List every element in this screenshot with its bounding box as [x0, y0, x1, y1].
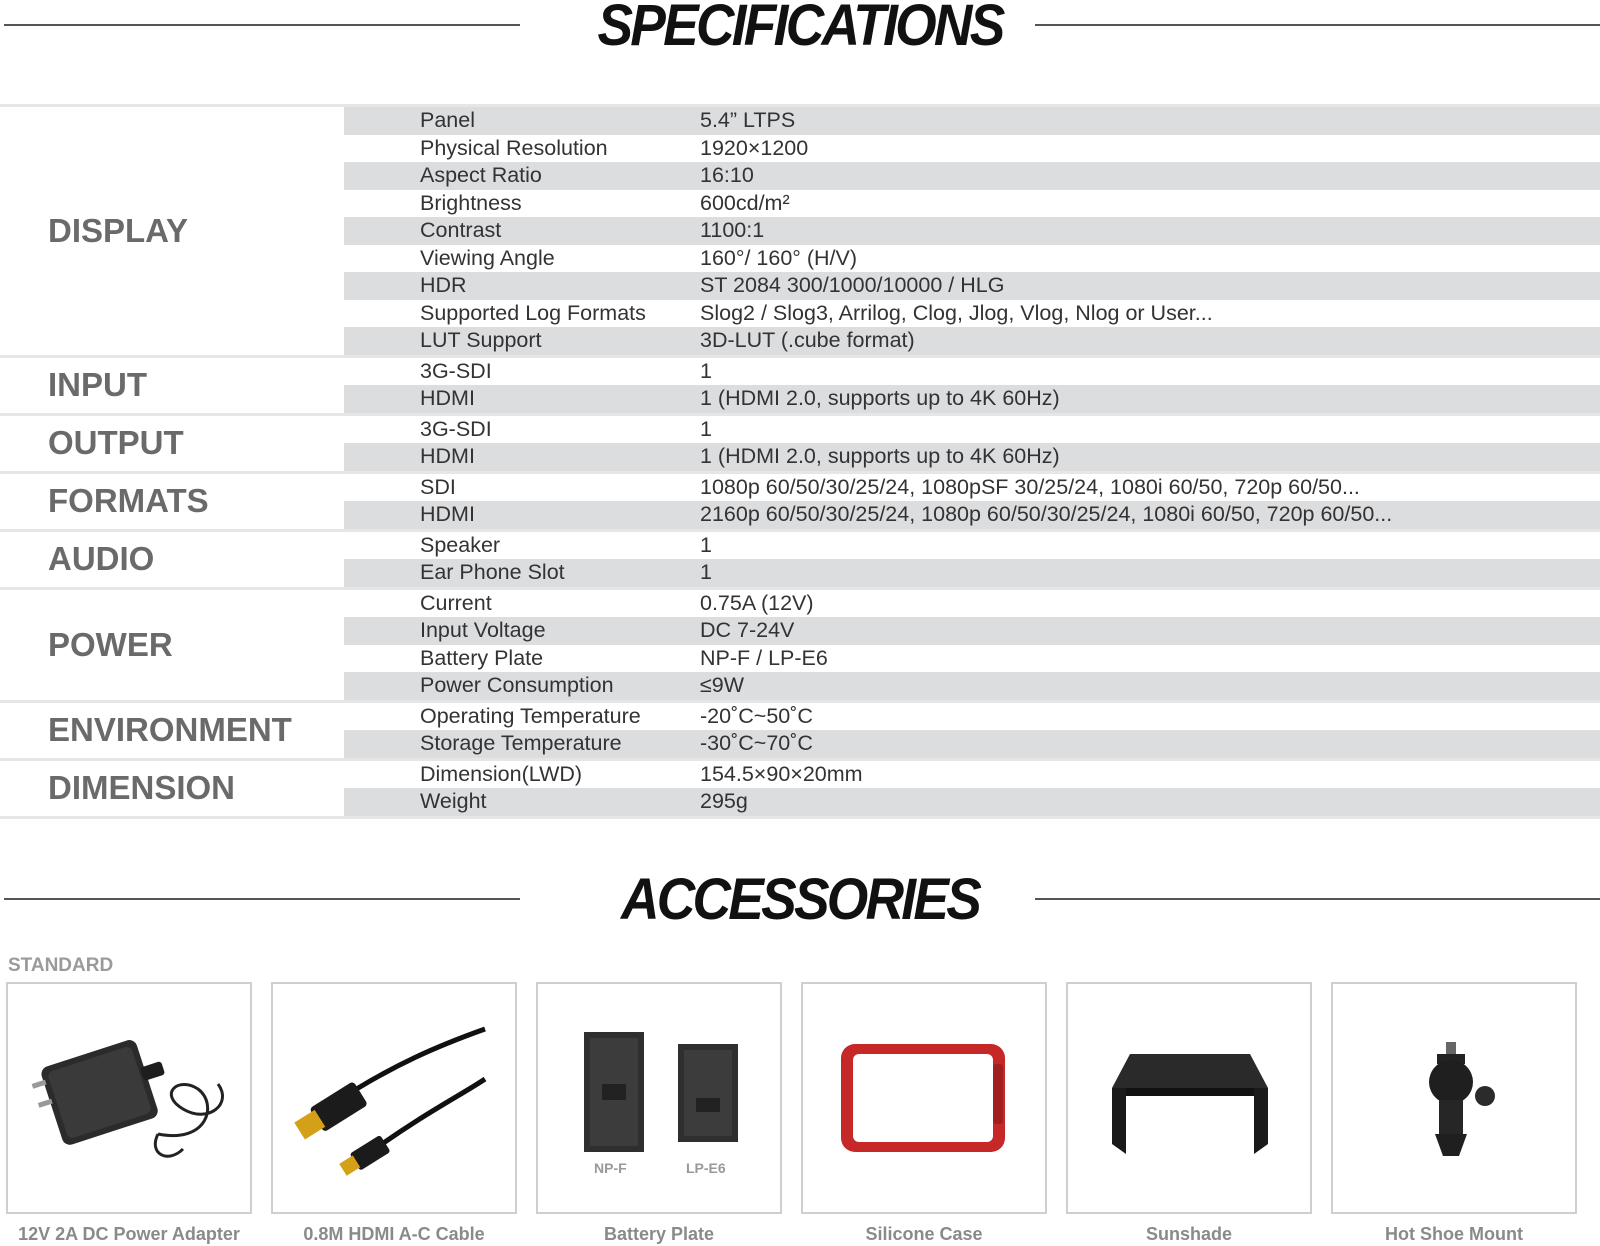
specifications-title: SPECIFICATIONS: [597, 0, 1003, 58]
spec-key: Current: [420, 590, 492, 615]
spec-row: [344, 617, 1600, 645]
spec-group: [0, 587, 1600, 700]
spec-row: [344, 217, 1600, 245]
spec-rows: [344, 761, 1600, 816]
spec-key: HDMI: [420, 386, 475, 411]
spec-value: 295g: [700, 789, 748, 814]
spec-key: Speaker: [420, 532, 501, 557]
spec-row: [344, 327, 1600, 355]
spec-key: HDMI: [420, 502, 475, 527]
spec-value: 5.4” LTPS: [700, 108, 796, 133]
spec-row: [344, 135, 1600, 163]
specifications-header: [0, 0, 1600, 56]
accessory-label: Sunshade: [1145, 1224, 1233, 1244]
spec-value: 1080p 60/50/30/25/24, 1080pSF 30/25/24, 1080i 60/50, 720p 60/50...: [700, 474, 1360, 499]
spec-row: [344, 272, 1600, 300]
accessory-tile-power-adapter: [6, 982, 252, 1214]
spec-row: [344, 788, 1600, 816]
spec-row: [344, 672, 1600, 700]
spec-key: Battery Plate: [420, 645, 544, 670]
accessory-tile-battery-plate: [536, 982, 782, 1214]
spec-group: [0, 758, 1600, 819]
spec-row: [344, 590, 1600, 618]
spec-rows: [344, 703, 1600, 758]
spec-key: Power Consumption: [420, 673, 614, 698]
spec-key: Weight: [420, 789, 487, 814]
spec-row: [344, 761, 1600, 789]
spec-row: [344, 245, 1600, 273]
spec-key: 3G-SDI: [420, 358, 492, 383]
spec-group-label: AUDIO: [48, 540, 155, 577]
accessory-tile-sunshade: [1066, 982, 1312, 1214]
spec-value: DC 7-24V: [700, 618, 795, 643]
spec-row: [344, 358, 1600, 386]
battery-plate-icon: [538, 984, 780, 1212]
spec-group-label: DIMENSION: [48, 769, 236, 806]
spec-value: 1: [700, 358, 712, 383]
accessory-label: 0.8M HDMI A-C Cable: [303, 1224, 485, 1244]
spec-value: 1920×1200: [700, 135, 809, 160]
spec-rows: [344, 532, 1600, 587]
spec-value: -20˚C~50˚C: [700, 703, 813, 728]
battery-plate-tag-lpe6: LP-E6: [686, 1160, 726, 1176]
spec-group: [0, 413, 1600, 471]
spec-rows: [344, 358, 1600, 413]
power-adapter-icon: [8, 984, 250, 1212]
spec-value: 3D-LUT (.cube format): [700, 328, 915, 353]
spec-row: [344, 474, 1600, 502]
accessory-label: Hot Shoe Mount: [1385, 1224, 1523, 1244]
accessory-tile-hdmi-cable: [271, 982, 517, 1214]
accessory-tile-hot-shoe-mount: [1331, 982, 1577, 1214]
spec-key: Aspect Ratio: [420, 163, 542, 188]
spec-rows: [344, 416, 1600, 471]
spec-value: 600cd/m²: [700, 190, 790, 215]
spec-row: [344, 559, 1600, 587]
spec-table: [0, 104, 1600, 819]
spec-row: [344, 416, 1600, 444]
spec-row: [344, 501, 1600, 529]
spec-group-label: POWER: [48, 625, 173, 663]
spec-key: Ear Phone Slot: [420, 560, 565, 585]
spec-key: Input Voltage: [420, 618, 546, 643]
spec-group-label: OUTPUT: [48, 424, 184, 461]
spec-row: [344, 730, 1600, 758]
silicone-case-icon: [803, 984, 1045, 1212]
spec-value: 1 (HDMI 2.0, supports up to 4K 60Hz): [700, 444, 1060, 469]
accessory-tile-silicone-case: [801, 982, 1047, 1214]
spec-row: [344, 532, 1600, 560]
spec-row: [344, 645, 1600, 673]
spec-key: Physical Resolution: [420, 135, 608, 160]
spec-value: -30˚C~70˚C: [700, 731, 813, 756]
accessory-label: 12V 2A DC Power Adapter: [18, 1224, 240, 1244]
spec-key: SDI: [420, 474, 456, 499]
spec-rows: [344, 107, 1600, 355]
spec-key: Operating Temperature: [420, 703, 641, 728]
sunshade-icon: [1068, 984, 1310, 1212]
spec-group: [0, 529, 1600, 587]
spec-value: 1 (HDMI 2.0, supports up to 4K 60Hz): [700, 386, 1060, 411]
spec-group-label: ENVIRONMENT: [48, 711, 292, 748]
accessories-header: [0, 867, 1600, 932]
spec-value: ST 2084 300/1000/10000 / HLG: [700, 273, 1005, 298]
spec-group-label: INPUT: [48, 366, 147, 403]
hdmi-cable-icon: [273, 984, 515, 1212]
spec-group: [0, 700, 1600, 758]
spec-key: HDR: [420, 273, 467, 298]
spec-value: 154.5×90×20mm: [700, 761, 863, 786]
spec-key: Viewing Angle: [420, 245, 555, 270]
spec-row: [344, 385, 1600, 413]
spec-group: [0, 471, 1600, 529]
spec-key: Panel: [420, 108, 475, 133]
hot-shoe-mount-icon: [1333, 984, 1575, 1212]
spec-value: 2160p 60/50/30/25/24, 1080p 60/50/30/25/24, 1080i 60/50, 720p 60/50...: [700, 502, 1393, 527]
spec-value: 1: [700, 560, 712, 585]
spec-row: [344, 107, 1600, 135]
spec-key: LUT Support: [420, 328, 542, 353]
accessory-label: Silicone Case: [865, 1224, 983, 1244]
spec-value: 1100:1: [700, 218, 765, 243]
spec-key: Brightness: [420, 190, 522, 215]
spec-key: Contrast: [420, 218, 502, 243]
spec-value: 1: [700, 532, 712, 557]
spec-group-label: FORMATS: [48, 482, 209, 519]
spec-value: 160°/ 160° (H/V): [700, 245, 858, 270]
spec-group: [0, 104, 1600, 355]
spec-value: 1: [700, 416, 712, 441]
spec-value: 0.75A (12V): [700, 590, 814, 615]
spec-group: [0, 355, 1600, 413]
spec-key: HDMI: [420, 444, 475, 469]
spec-row: [344, 162, 1600, 190]
spec-key: Dimension(LWD): [420, 761, 583, 786]
accessory-label: Battery Plate: [603, 1224, 715, 1244]
spec-value: Slog2 / Slog3, Arrilog, Clog, Jlog, Vlog, Nlog or User...: [700, 300, 1213, 325]
spec-value: ≤9W: [700, 673, 745, 698]
accessories-title: ACCESSORIES: [620, 867, 980, 932]
spec-rows: [344, 474, 1600, 529]
spec-rows: [344, 590, 1600, 700]
standard-label: STANDARD: [8, 955, 114, 976]
spec-row: [344, 443, 1600, 471]
spec-row: [344, 703, 1600, 731]
spec-value: 16:10: [700, 163, 754, 188]
spec-key: 3G-SDI: [420, 416, 492, 441]
spec-row: [344, 300, 1600, 328]
spec-row: [344, 190, 1600, 218]
battery-plate-tag-npf: NP-F: [594, 1160, 627, 1176]
spec-key: Supported Log Formats: [420, 300, 646, 325]
spec-key: Storage Temperature: [420, 731, 622, 756]
spec-value: NP-F / LP-E6: [700, 645, 828, 670]
spec-group-label: DISPLAY: [48, 211, 188, 249]
